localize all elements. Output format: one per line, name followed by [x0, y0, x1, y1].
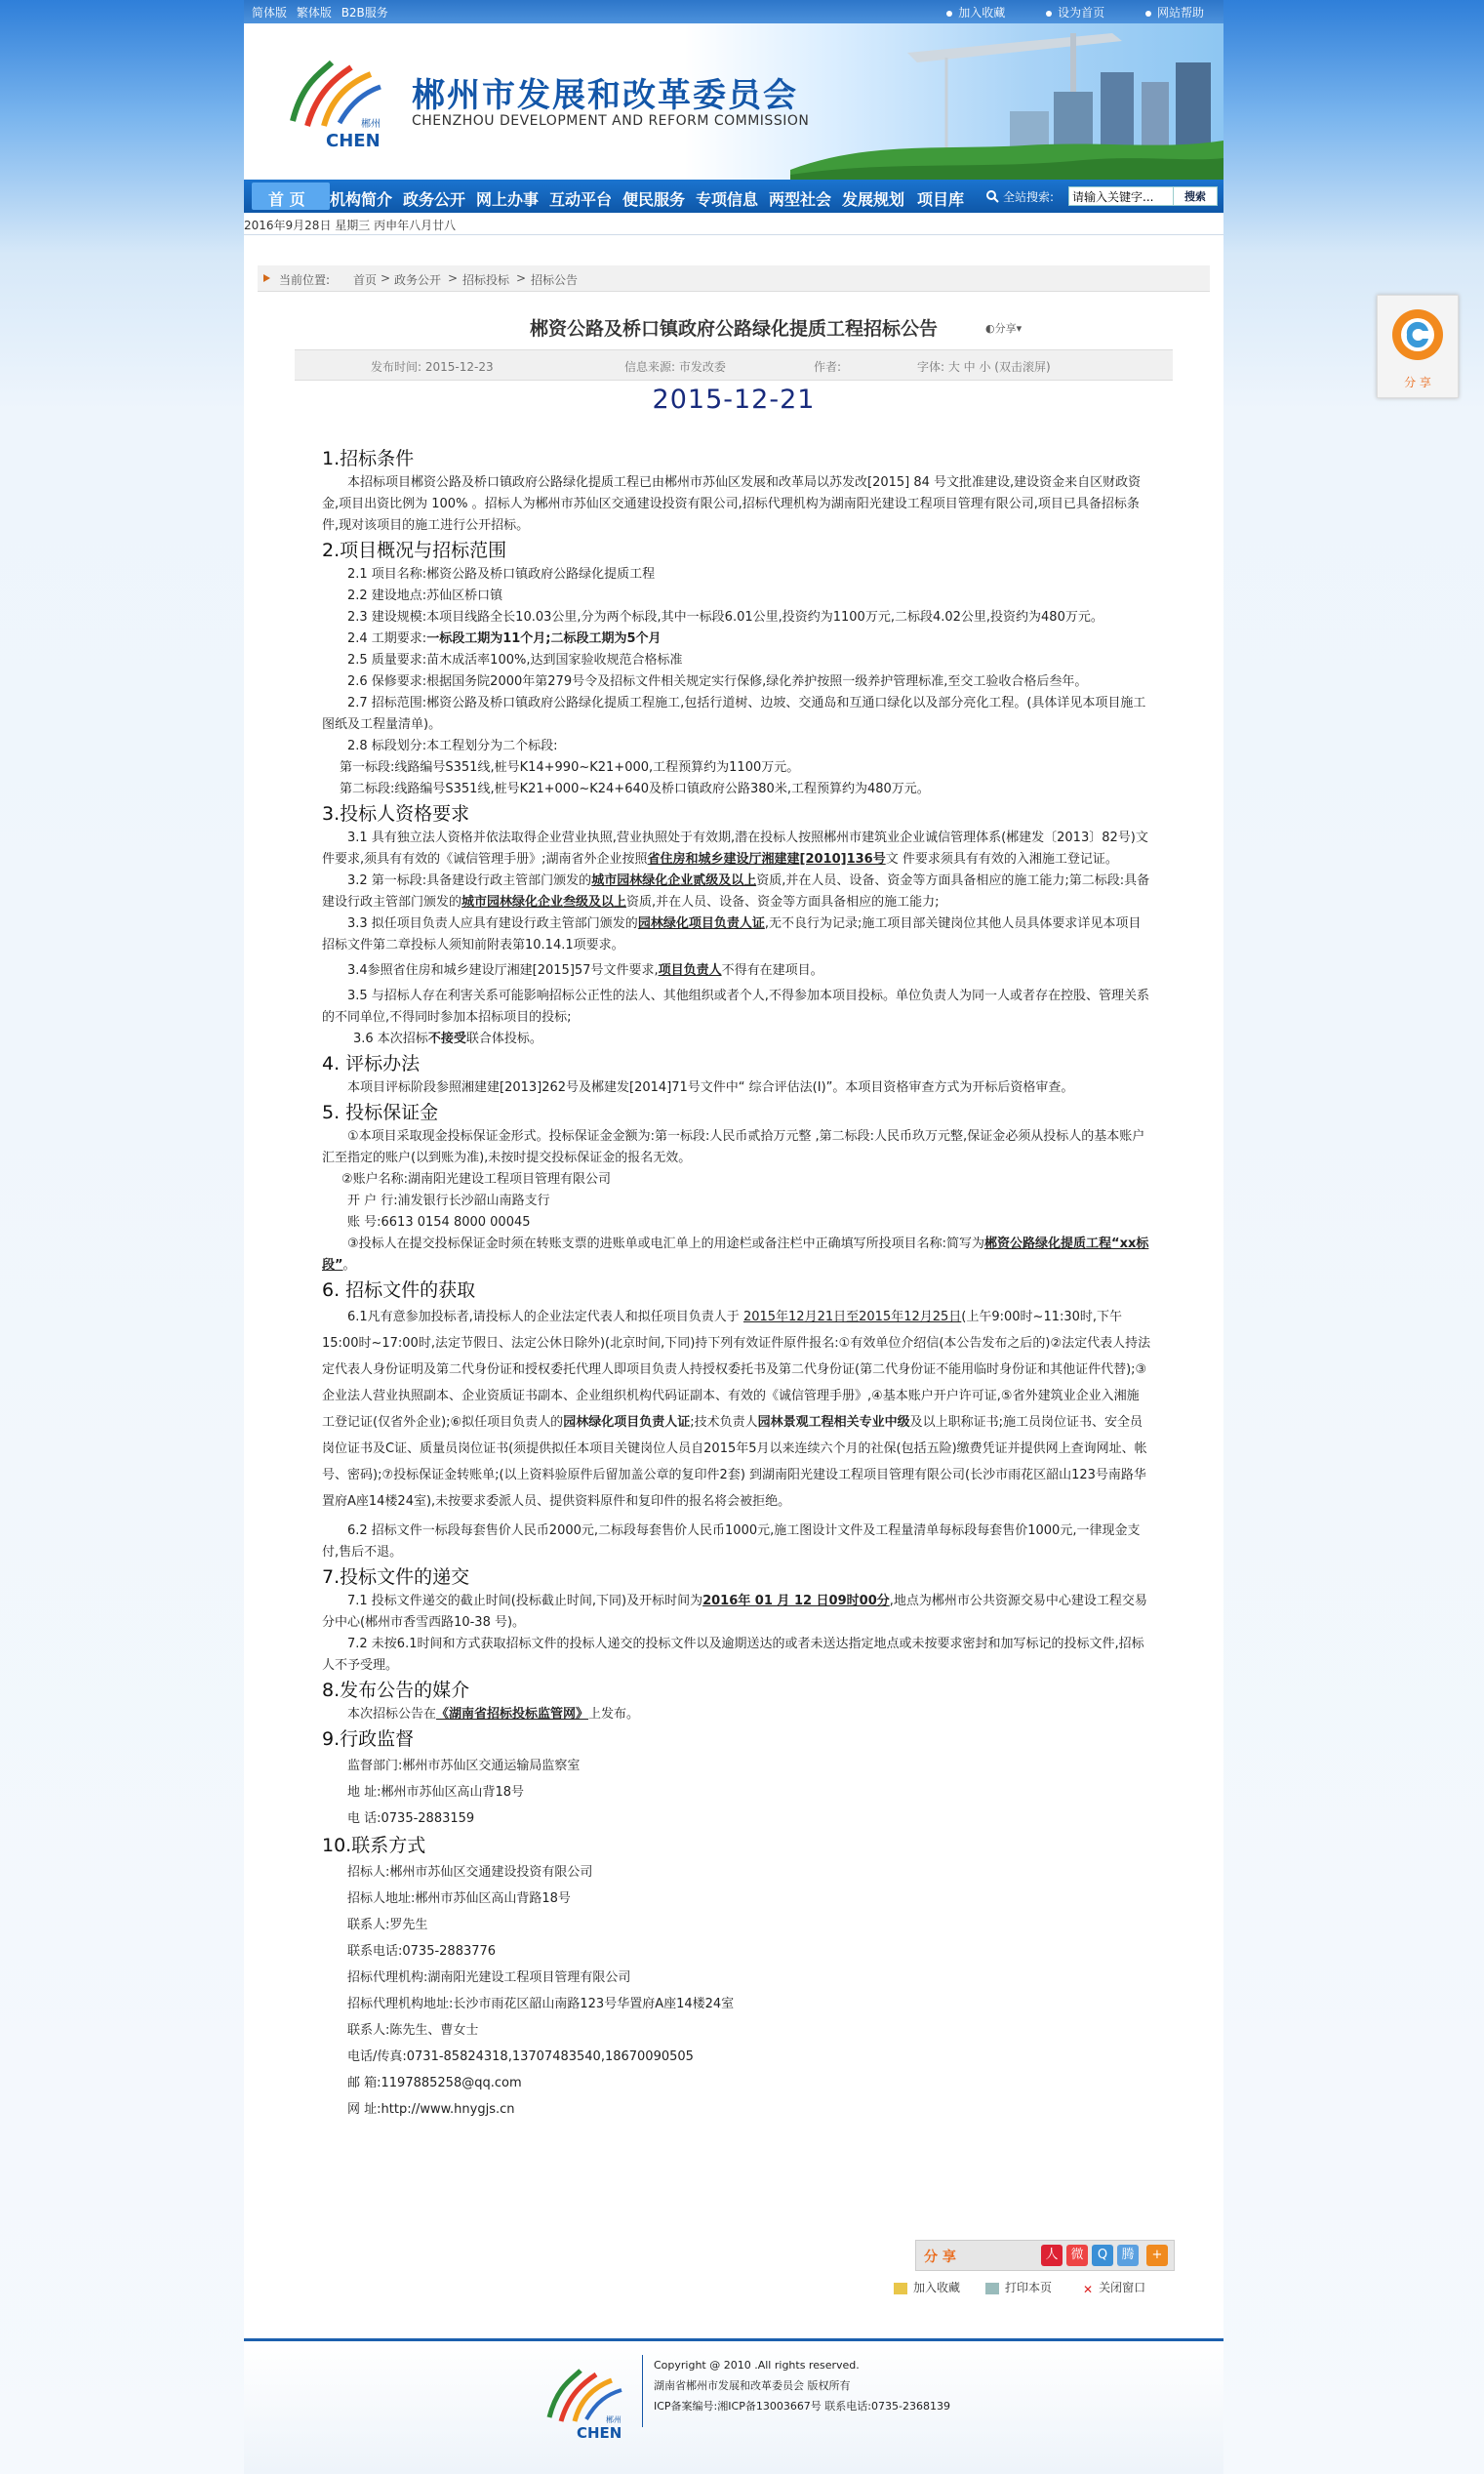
paragraph: 2.3 建设规模:本项目线路全长10.03公里,分为两个标段,其中一标段6.01公里,投资约为1100万元,二标段4.02公里,投资约为480万元。	[347, 610, 1103, 625]
contact-line: 联系人:罗先生	[347, 1918, 428, 1932]
article-title: 郴资公路及桥口镇政府公路绿化提质工程招标公告	[529, 318, 938, 340]
contact-line: 招标代理机构地址:长沙市雨花区韶山南路123号华置府A座14楼24室	[347, 1997, 735, 2011]
share-logo-icon	[1378, 296, 1458, 372]
paragraph: ①本项目采取现金投标保证金形式。投标保证金金额为:第一标段:人民币贰拾万元整 ,第二标段:人民币玖万元整,保证金必须从投标人的基本账户汇至指定的账户(以到账为准),未按时提交投标保证金的报名无效。	[322, 1129, 1145, 1165]
paragraph: 地 址:郴州市苏仙区高山背18号	[347, 1785, 525, 1800]
paragraph: 本项目评标阶段参照湘建建[2013]262号及郴建发[2014]71号文件中“ 综合评估法(I)”。本项目资格审查方式为开标后资格审查。	[347, 1080, 1074, 1095]
article-date: 2015-12-21	[652, 385, 816, 415]
folder-icon	[894, 2283, 907, 2294]
svg-text:郴州: 郴州	[606, 2415, 622, 2424]
floating-share-widget[interactable]	[1377, 295, 1459, 398]
nav-item-two-type-society[interactable]: 两型社会	[769, 190, 832, 209]
section-heading: 2.项目概况与招标范围	[322, 540, 507, 561]
share-qzone-icon[interactable]: Q	[1092, 2245, 1113, 2266]
search-button[interactable]: 搜索	[1173, 186, 1218, 206]
article-meta	[295, 349, 1173, 381]
paragraph: 第一标段:线路编号S351线,桩号K14+990~K21+000,工程预算约为1100万元。	[340, 760, 800, 775]
paragraph: 3.5 与招标人存在利害关系可能影响招标公正性的法人、其他组织或者个人,不得参加本项目投标。单位负责人为同一人或者存在控股、管理关系的不同单位,不得同时参加本招标项目的投标;	[322, 989, 1149, 1025]
lang-simplified-link[interactable]: 简体版	[252, 6, 288, 20]
nav-item-special-info[interactable]: 专项信息	[696, 190, 759, 209]
paragraph: 开 户 行:浦发银行长沙韶山南路支行	[347, 1194, 550, 1208]
paragraph: 7.1 投标文件递交的截止时间(投标截止时间,下同)及开标时间为2016年 01 月 12 日09时00分,地点为郴州市公共资源交易中心建设工程交易分中心(郴州市香雪西路10-38 号)。	[322, 1594, 1147, 1630]
printer-icon	[985, 2283, 999, 2294]
search-input[interactable]	[1068, 186, 1174, 206]
paragraph: 3.2 第一标段:具备建设行政主管部门颁发的城市园林绿化企业贰级及以上资质,并在人员、设备、资金等方面具备相应的施工能力;第二标段:具备建设行政主管部门颁发的城市园林绿化企业叁级及以上资质,并在人员、设备、资金等方面具备相应的施工能力;	[322, 873, 1150, 910]
article-body	[322, 445, 1151, 2123]
site-subtitle: CHENZHOU DEVELOPMENT AND REFORM COMMISSION	[412, 113, 810, 129]
contact-line: 联系人:陈先生、曹女士	[347, 2023, 479, 2038]
paragraph: 2.8 标段划分:本工程划分为二个标段:	[347, 739, 558, 753]
nav-item-interaction[interactable]: 互动平台	[549, 190, 613, 209]
owner: 湖南省郴州市发展和改革委员会 版权所有	[654, 2379, 851, 2392]
share-weibo-icon[interactable]: 微	[1066, 2245, 1088, 2266]
contact-line: 招标人:郴州市苏仙区交通建设投资有限公司	[347, 1865, 593, 1880]
b2b-link[interactable]: B2B服务	[341, 6, 388, 20]
paragraph: 2.7 招标范围:郴资公路及桥口镇政府公路绿化提质工程施工,包括行道树、边坡、交通岛和互通口绿化以及部分亮化工程。(具体详见本项目施工图纸及工程量清单)。	[322, 696, 1146, 732]
paragraph: 2.4 工期要求:一标段工期为11个月;二标段工期为5个月	[347, 631, 662, 646]
date-divider	[244, 234, 1223, 235]
paragraph: 监督部门:郴州市苏仙区交通运输局监察室	[347, 1759, 581, 1773]
floating-share-label: 分 享	[1404, 376, 1431, 389]
breadcrumb-announcement[interactable]: 招标公告	[531, 273, 579, 287]
section-heading: 4. 评标办法	[322, 1053, 421, 1075]
footer-separator	[642, 2355, 643, 2427]
icp-record: ICP备案编号:湘ICP备13003667号 联系电话:0735-2368139	[654, 2400, 950, 2413]
lang-traditional-link[interactable]: 繁体版	[296, 6, 332, 20]
close-window-button[interactable]: ✕ 关闭窗口	[1083, 2281, 1146, 2296]
share-tencent-icon[interactable]: 腾	[1117, 2245, 1139, 2266]
current-date: 2016年9月28日 星期三 丙申年八月廿八	[244, 219, 457, 232]
breadcrumb-label: 当前位置:	[279, 273, 331, 287]
site-title: 郴州市发展和改革委员会	[412, 76, 798, 115]
nav-item-project-library[interactable]: 项目库	[917, 190, 965, 209]
dot-icon	[1145, 11, 1151, 17]
paragraph: 3.3 拟任项目负责人应具有建设行政主管部门颁发的园林绿化项目负责人证,无不良行为记录;施工项目部关键岗位其他人员具体要求详见本项目招标文件第二章投标人须知前附表第10.14.1项要求。	[322, 916, 1142, 953]
paragraph: 电 话:0735-2883159	[347, 1811, 475, 1826]
close-icon: ✕	[1083, 2282, 1094, 2296]
search-label: 全站搜索:	[1003, 190, 1055, 204]
publish-time: 发布时间: 2015-12-23	[371, 360, 494, 374]
media-link[interactable]: 《湖南省招标投标监管网》	[436, 1707, 589, 1722]
breadcrumb-arrow-icon	[263, 274, 270, 282]
contact-line: 网 址:http://www.hnygjs.cn	[347, 2102, 515, 2117]
title-share-button[interactable]: ◐分享▾	[985, 322, 1023, 335]
section-heading: 6. 招标文件的获取	[322, 1279, 476, 1301]
section-heading: 1.招标条件	[322, 448, 415, 469]
footer-text	[654, 2355, 950, 2416]
top-link-bar	[244, 0, 1223, 23]
paragraph: 第二标段:线路编号S351线,桩号K21+000~K24+640及桥口镇政府公路380米,工程预算约为480万元。	[340, 782, 930, 796]
copyright: Copyright @ 2010 .All rights reserved.	[654, 2359, 860, 2372]
city-skyline-illustration	[790, 23, 1223, 180]
paragraph: 6.2 招标文件一标段每套售价人民币2000元,二标段每套售价人民币1000元,施工图设计文件及工程量清单每标段每套售价1000元,一律现金支付,售后不退。	[322, 1523, 1141, 1560]
contact-line: 招标人地址:郴州市苏仙区高山背路18号	[347, 1891, 571, 1906]
contact-line: 联系电话:0735-2883776	[347, 1944, 497, 1959]
print-button[interactable]: 打印本页	[985, 2279, 1052, 2295]
share-bar	[915, 2240, 1175, 2271]
page-container	[244, 0, 1223, 2474]
nav-item-planning[interactable]: 发展规划	[842, 190, 905, 209]
paragraph: 本招标项目郴资公路及桥口镇政府公路绿化提质工程已由郴州市苏仙区发展和改革局以苏发改[2015] 84 号文批准建设,建设资金来自区财政资金,项目出资比例为 100% 。招标人为郴州市苏仙区交通建设投资有限公司,招标代理机构为湖南阳光建设工程项目管理有限公司,项目已具备招标条件,现对该项目的施工进行公开招标。	[322, 475, 1142, 533]
paragraph: 2.1 项目名称:郴资公路及桥口镇政府公路绿化提质工程	[347, 567, 656, 582]
paragraph: ③投标人在提交投标保证金时须在转账支票的进账单或电汇单上的用途栏或备注栏中正确填写所投项目名称:简写为郴资公路绿化提质工程“xx标段”。	[322, 1237, 1149, 1273]
section-heading: 5. 投标保证金	[322, 1102, 439, 1123]
section-heading: 8.发布公告的媒介	[322, 1680, 470, 1701]
info-source: 信息来源: 市发改委	[624, 360, 726, 374]
add-favorite-link[interactable]: 加入收藏	[946, 6, 1005, 20]
nav-item-public-service[interactable]: 便民服务	[622, 190, 686, 209]
paragraph: 7.2 未按6.1时间和方式获取招标文件的投标人递交的投标文件以及逾期送达的或者未送达指定地点或未按要求密封和加写标记的投标文件,招标人不予受理。	[322, 1637, 1144, 1673]
nav-item-about[interactable]: 机构简介	[330, 190, 393, 209]
footer	[244, 2341, 1223, 2474]
paragraph: 6.1凡有意参加投标者,请投标人的企业法定代表人和拟任项目负责人于 2015年12月21日至2015年12月25日(上午9:00时~11:30时,下午15:00时~17:00时,法定节假日、法定公休日除外)(北京时间,下同)持下列有效证件原件报名:①有效单位介绍信(本公告发布之后的)②法定代表人持法定代表人身份证明及第二代身份证和授权委托代理人即项目负责人持授权委托书及第二代身份证(第二代身份证不能用临时身份证和其他证件代替);③企业法人营业执照副本、企业资质证书副本、企业组织机构代码证副本、有效的《诚信管理手册》,④基本账户开户许可证,⑤省外建筑业企业入湘施工登记证(仅省外企业);⑥拟任项目负责人的园林绿化项目负责人证;技术负责人园林景观工程相关专业中级及以上职称证书;施工员岗位证书、安全员岗位证书及C证、质量员岗位证书(须提供拟任本项目关键岗位人员自2015年5月以来连续六个月的社保(包括五险)缴费凭证并提供网上查询网址、帐号、密码);⑦投标保证金转账单;(以上资料验原件后留加盖公章的复印件2套) 到湖南阳光建设工程项目管理有限公司(长沙市雨花区韶山123号南路华置府A座14楼24室),未按要求委派人员、提供资料原件和复印件的报名将会被拒绝。	[322, 1310, 1151, 1509]
paragraph: 3.1 具有独立法人资格并依法取得企业营业执照,营业执照处于有效期,潜在投标人按照郴州市建筑业企业诚信管理体系(郴建发〔2013〕82号)文件要求,须具有有效的《诚信管理手册》;湖南省外企业按照省住房和城乡建设厅湘建建[2010]136号文 件要求须具有有效的入湘施工登记证。	[322, 831, 1148, 867]
share-more-icon[interactable]: +	[1146, 2245, 1168, 2266]
footer-logo-icon	[541, 2363, 629, 2441]
site-logo-icon	[283, 53, 390, 150]
section-heading: 7.投标文件的递交	[322, 1566, 470, 1588]
paragraph: 2.2 建设地点:苏仙区桥口镇	[347, 588, 503, 603]
share-renren-icon[interactable]: 人	[1041, 2245, 1063, 2266]
header-banner	[244, 23, 1223, 180]
breadcrumb: 当前位置: 首页 > 政务公开 > 招标投标 > 招标公告	[258, 265, 1210, 292]
add-favorite-button[interactable]: 加入收藏	[894, 2279, 960, 2295]
paragraph: 账 号:6613 0154 8000 00045	[347, 1215, 531, 1230]
section-heading: 10.联系方式	[322, 1835, 426, 1856]
nav-item-home[interactable]: 首 页	[268, 190, 305, 209]
dot-icon	[1046, 11, 1052, 17]
contact-line: 电话/传真:0731-85824318,13707483540,18670090505	[347, 2049, 694, 2064]
paragraph: ②账户名称:湖南阳光建设工程项目管理有限公司	[341, 1172, 612, 1187]
breadcrumb-tendering[interactable]: 招标投标	[462, 273, 510, 287]
set-homepage-link[interactable]: 设为首页	[1046, 6, 1104, 20]
svg-text:CHEN: CHEN	[577, 2424, 622, 2441]
section-heading: 9.行政监督	[322, 1728, 415, 1750]
dot-icon	[946, 11, 952, 17]
paragraph: 本次招标公告在《湖南省招标投标监管网》上发布。	[347, 1707, 640, 1722]
search-icon	[985, 189, 999, 203]
main-navigation	[244, 180, 1223, 213]
share-bar-label[interactable]: 分 享	[924, 2250, 956, 2265]
paragraph: 3.6 本次招标不接受联合体投标。	[353, 1032, 542, 1046]
section-heading: 3.投标人资格要求	[322, 803, 470, 825]
paragraph: 2.5 质量要求:苗木成活率100%,达到国家验收规范合格标准	[347, 653, 683, 668]
contact-line: 邮 箱:1197885258@qq.com	[347, 2076, 522, 2090]
author: 作者:	[814, 360, 842, 374]
paragraph: 2.6 保修要求:根据国务院2000年第279号令及招标文件相关规定实行保修,绿化养护按照一级养护管理标准,至交工验收合格后叁年。	[347, 674, 1088, 689]
site-help-link[interactable]: 网站帮助	[1145, 6, 1204, 20]
nav-item-online-service[interactable]: 网上办事	[476, 190, 540, 209]
paragraph: 3.4参照省住房和城乡建设厅湘建[2015]57号文件要求,项目负责人不得有在建项目。	[347, 963, 823, 978]
nav-item-government[interactable]: 政务公开	[403, 190, 466, 209]
font-size-controls[interactable]: 字体: 大 中 小 (双击滚屏)	[917, 360, 1051, 374]
contact-line: 招标代理机构:湖南阳光建设工程项目管理有限公司	[347, 1970, 631, 1985]
svg-text:郴州: 郴州	[361, 119, 381, 130]
breadcrumb-government[interactable]: 政务公开	[394, 273, 442, 287]
svg-text:CHEN: CHEN	[326, 131, 381, 150]
breadcrumb-home[interactable]: 首页	[353, 273, 378, 287]
